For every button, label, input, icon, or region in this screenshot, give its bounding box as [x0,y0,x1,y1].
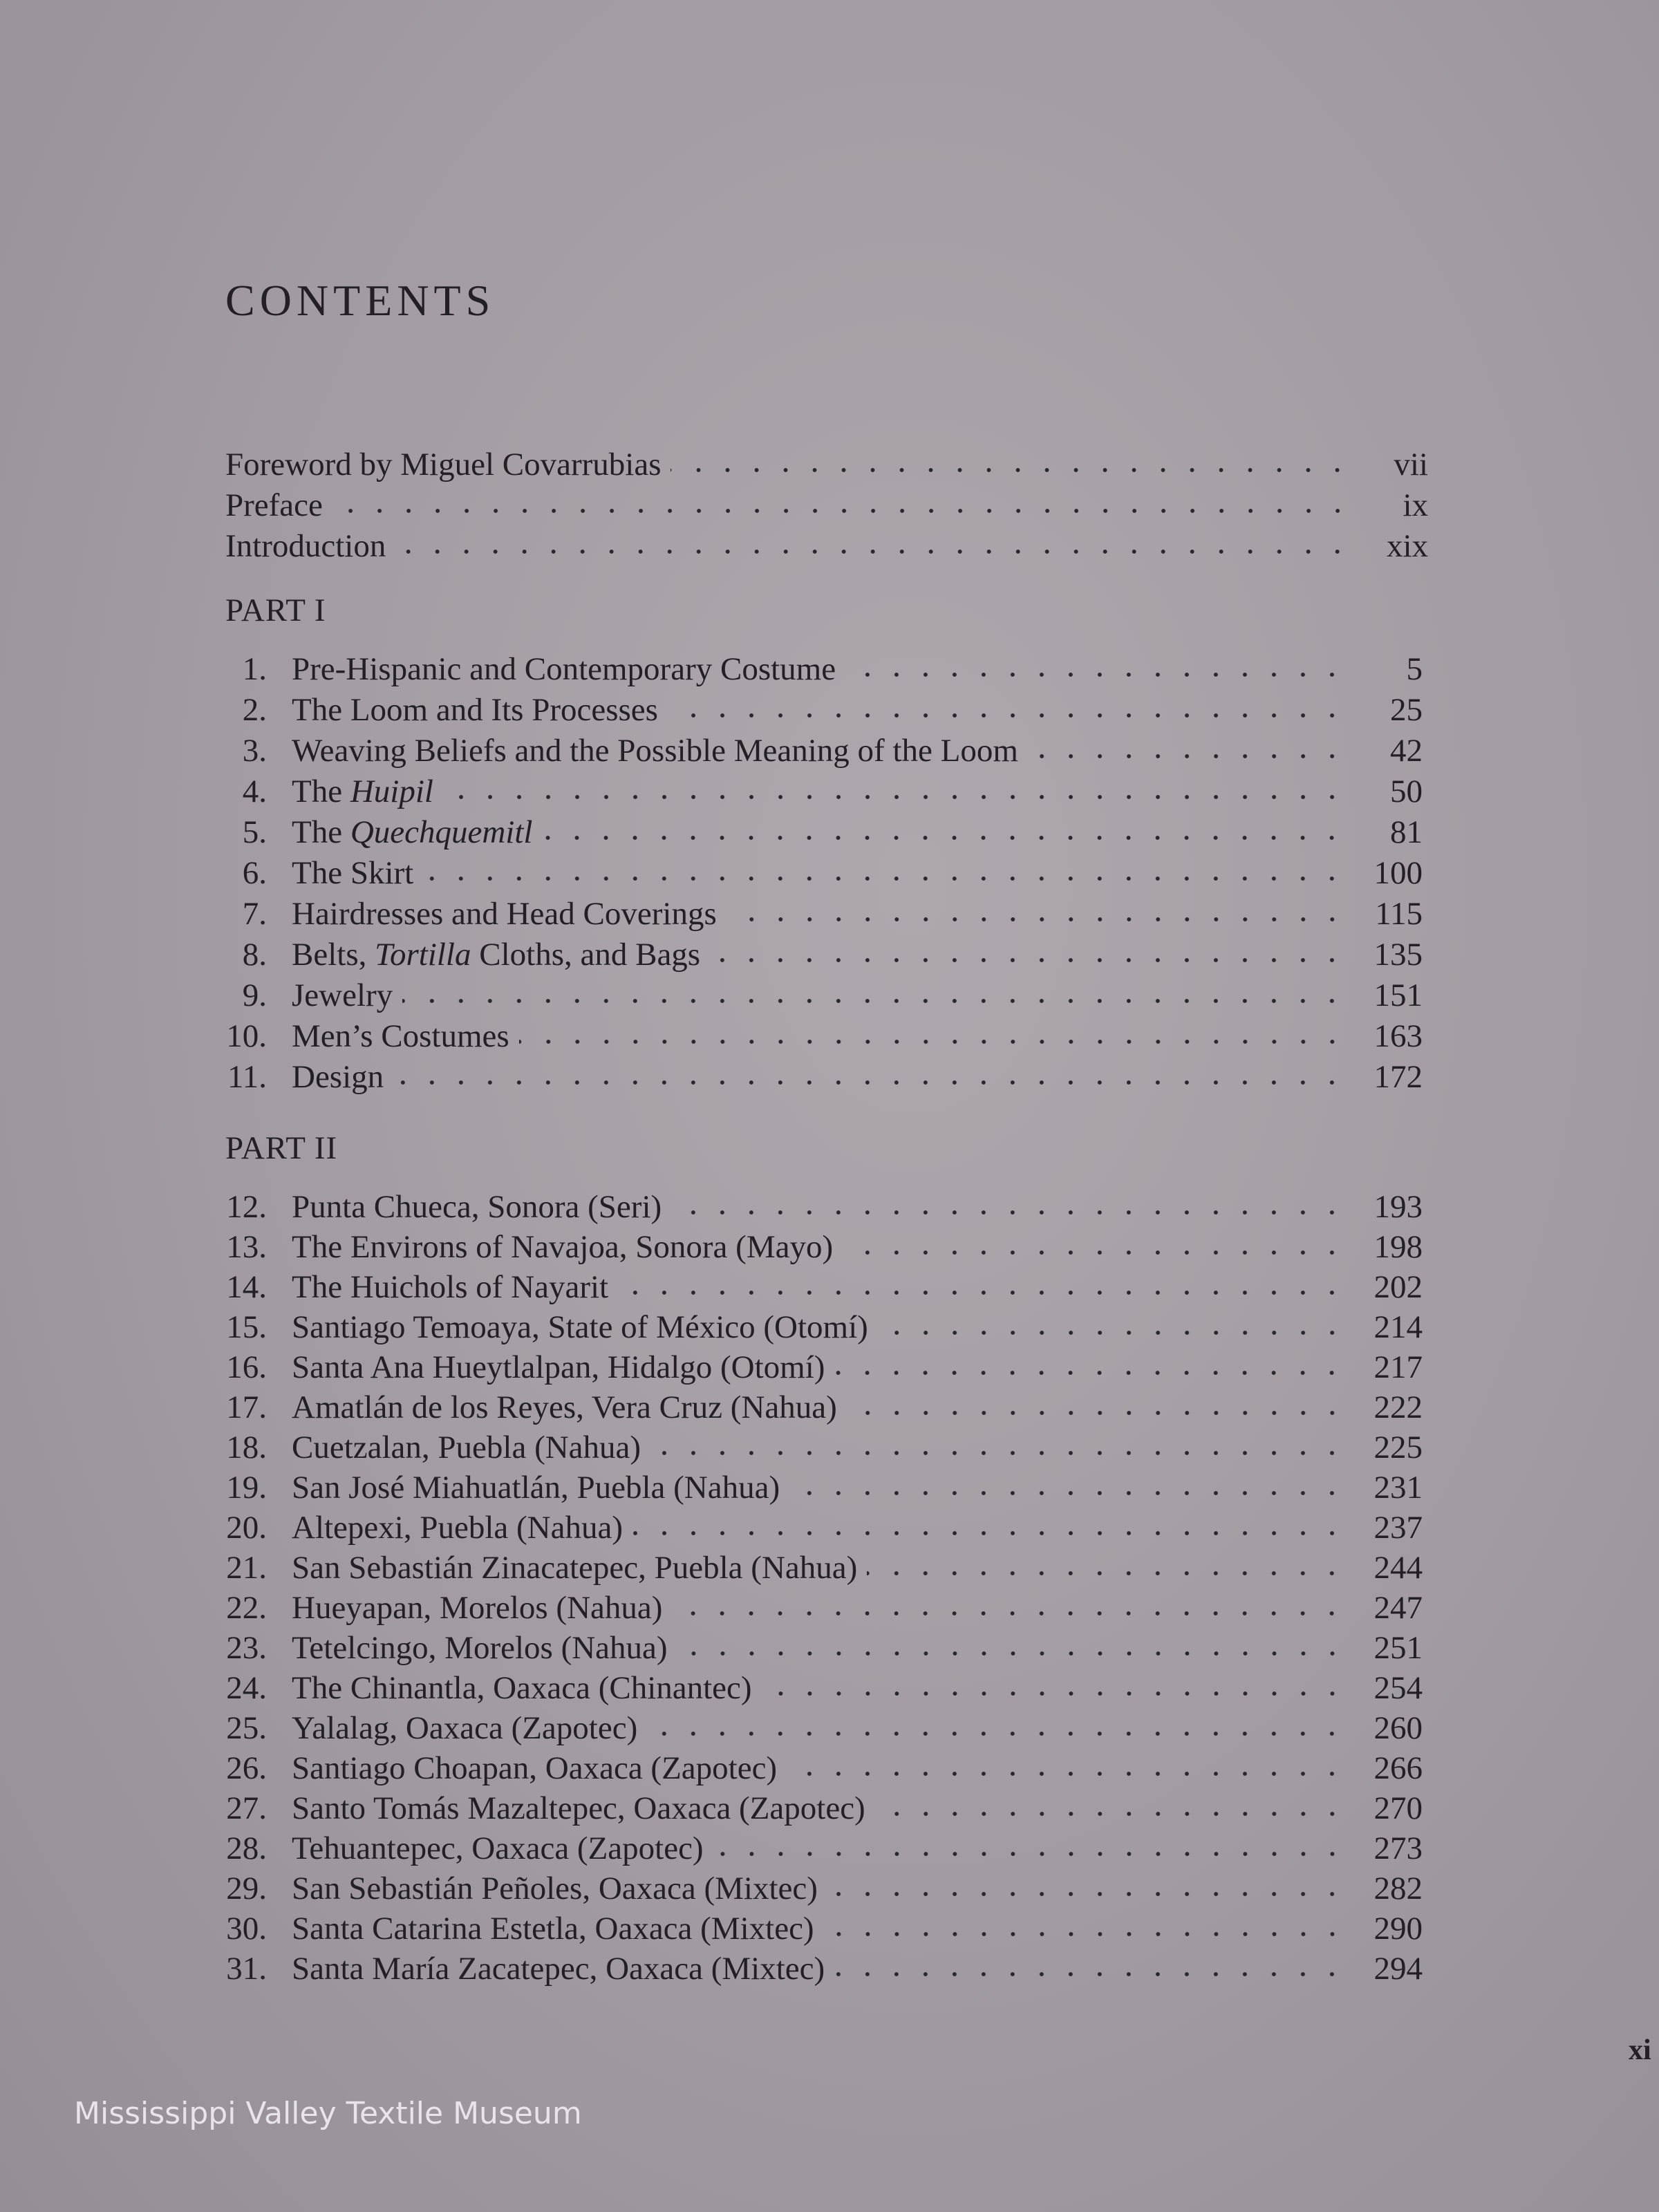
chapter-number: 20. [226,1510,267,1546]
chapter-number: 6. [242,855,267,891]
chapter-number: 26. [226,1750,267,1786]
dot-leader [827,1889,1347,1899]
chapter-title: Weaving Beliefs and the Possible Meaning of the Loom [292,733,1018,769]
dot-leader [845,670,1347,679]
page-number: 100 [1374,855,1423,891]
toc-chapter [220,1427,1423,1468]
page-number: 81 [1390,814,1423,850]
entry-title: Preface [225,487,323,523]
toc-chapter [220,1226,1423,1268]
chapter-number: 5. [242,814,267,850]
dot-leader [672,1609,1347,1618]
chapter-number: 7. [242,896,267,932]
toc-chapter [220,1948,1423,1989]
chapter-title: Jewelry [292,977,393,1013]
dot-leader [650,1448,1347,1458]
toc-entry-foreword [225,444,1428,485]
page-number: 294 [1374,1951,1423,1987]
toc-chapter [220,1788,1423,1829]
toc-chapter [220,1587,1423,1629]
toc-chapter [220,1828,1423,1869]
chapter-number: 10. [226,1018,267,1054]
chapter-title: The Chinantla, Oaxaca (Chinantec) [292,1670,752,1706]
dot-leader [423,874,1347,883]
chapter-number: 24. [226,1670,267,1706]
toc-chapter [220,1868,1423,1909]
toc-chapter [220,1627,1423,1669]
page-number: 251 [1374,1630,1423,1666]
page-number: vii [1394,447,1428,482]
chapter-number: 16. [226,1349,267,1385]
dot-leader [519,1037,1347,1047]
chapter-title: Hueyapan, Morelos (Nahua) [292,1590,663,1626]
dot-leader [875,1809,1347,1819]
page-number: 135 [1374,937,1423,973]
part-two-heading: PART II [225,1130,338,1166]
chapter-number: 19. [226,1470,267,1506]
chapter-title: The Skirt [292,855,414,891]
page-title: CONTENTS [225,276,496,325]
chapter-number: 17. [226,1389,267,1425]
toc-chapter [220,1467,1423,1508]
toc-chapter [220,1266,1423,1308]
toc-chapter [220,812,1423,853]
page-number: 5 [1406,651,1423,687]
page-number: ix [1403,487,1428,523]
chapter-number: 31. [226,1951,267,1987]
chapter-number: 25. [226,1710,267,1746]
chapter-title: San Sebastián Peñoles, Oaxaca (Mixtec) [292,1871,818,1906]
chapter-title: Punta Chueca, Sonora (Seri) [292,1189,662,1225]
dot-leader [332,506,1352,516]
page-number: 50 [1390,774,1423,809]
page-number: 25 [1390,692,1423,728]
dot-leader [402,996,1347,1006]
dot-leader [834,1368,1347,1378]
page-number: xix [1386,528,1428,564]
chapter-number: 2. [242,692,267,728]
chapter-title: Amatlán de los Reyes, Vera Cruz (Nahua) [292,1389,837,1425]
page-number: 270 [1374,1790,1423,1826]
toc-chapter [220,648,1423,690]
dot-leader [443,792,1347,802]
page-number: 172 [1374,1059,1423,1095]
chapter-title: San Sebastián Zinacatepec, Puebla (Nahua) [292,1550,858,1586]
page-number: 222 [1374,1389,1423,1425]
chapter-title: Men’s Costumes [292,1018,509,1054]
chapter-title: Santo Tomás Mazaltepec, Oaxaca (Zapotec) [292,1790,865,1826]
chapter-title: Santa María Zacatepec, Oaxaca (Mixtec) [292,1951,825,1987]
chapter-title: Santa Catarina Estetla, Oaxaca (Mixtec) [292,1911,814,1947]
page-number: 266 [1374,1750,1423,1786]
toc-chapter [220,1908,1423,1949]
toc-chapter [220,1507,1423,1548]
page-number: 273 [1374,1830,1423,1866]
dot-leader [787,1769,1347,1779]
entry-title: Introduction [225,528,386,564]
dot-leader [762,1689,1347,1698]
watermark-caption: Mississippi Valley Textile Museum [74,2096,582,2131]
chapter-title: Santiago Temoaya, State of México (Otomí) [292,1309,868,1345]
page-number: 290 [1374,1911,1423,1947]
chapter-number: 3. [242,733,267,769]
dot-leader [878,1328,1347,1338]
page-number: 217 [1374,1349,1423,1385]
toc-chapter [220,689,1423,731]
chapter-title: Altepexi, Puebla (Nahua) [292,1510,623,1546]
page-number: 214 [1374,1309,1423,1345]
toc-chapter [220,1186,1423,1228]
dot-leader [618,1288,1347,1297]
page-number: 198 [1374,1229,1423,1265]
dot-leader [671,1208,1347,1217]
chapter-number: 4. [242,774,267,809]
page-number: 247 [1374,1590,1423,1626]
page-number: 225 [1374,1430,1423,1465]
chapter-number: 11. [227,1059,267,1095]
toc-chapter [220,1547,1423,1588]
dot-leader [632,1528,1347,1538]
chapter-title: The Huipil [292,774,433,809]
page-number: 237 [1374,1510,1423,1546]
chapter-title: The Loom and Its Processes [292,692,658,728]
chapter-title: Design [292,1059,384,1095]
chapter-title: Hairdresses and Head Coverings [292,896,717,932]
page-number: 115 [1375,896,1423,932]
toc-chapter [220,852,1423,894]
chapter-number: 21. [226,1550,267,1586]
chapter-title: Santa Ana Hueytlalpan, Hidalgo (Otomí) [292,1349,825,1385]
chapter-number: 23. [226,1630,267,1666]
page-number: 260 [1374,1710,1423,1746]
chapter-title: Santiago Choapan, Oaxaca (Zapotec) [292,1750,778,1786]
chapter-number: 29. [226,1871,267,1906]
chapter-number: 14. [226,1269,267,1305]
chapter-number: 12. [226,1189,267,1225]
page-number: 151 [1374,977,1423,1013]
chapter-number: 13. [226,1229,267,1265]
chapter-title: The Quechquemitl [292,814,533,850]
chapter-number: 1. [242,651,267,687]
page-number: 193 [1374,1189,1423,1225]
chapter-title: The Environs of Navajoa, Sonora (Mayo) [292,1229,834,1265]
toc-chapter [220,893,1423,935]
toc-chapter [220,934,1423,975]
toc-chapter [220,1056,1423,1098]
chapter-title: The Huichols of Nayarit [292,1269,609,1305]
dot-leader [867,1568,1347,1578]
toc-chapter [220,1347,1423,1388]
chapter-number: 8. [242,937,267,973]
chapter-number: 30. [226,1911,267,1947]
dot-leader [710,955,1347,965]
toc-chapter [220,771,1423,812]
toc-chapter [220,975,1423,1016]
chapter-title: San José Miahuatlán, Puebla (Nahua) [292,1470,780,1506]
dot-leader [671,465,1352,475]
dot-leader [393,1078,1347,1087]
entry-title: Foreword by Miguel Covarrubias [225,447,662,482]
dot-leader [727,915,1347,924]
part-one-heading: PART I [225,592,326,628]
page-number: 42 [1390,733,1423,769]
chapter-title: Belts, Tortilla Cloths, and Bags [292,937,701,973]
page-number: 282 [1374,1871,1423,1906]
chapter-number: 9. [242,977,267,1013]
page-number: 231 [1374,1470,1423,1506]
dot-leader [677,1649,1347,1658]
chapter-number: 22. [226,1590,267,1626]
page-number: 163 [1374,1018,1423,1054]
chapter-number: 27. [226,1790,267,1826]
toc-chapter [220,1667,1423,1709]
toc-entry-preface [225,485,1428,526]
dot-leader [668,711,1347,720]
toc-chapter [220,1387,1423,1428]
chapter-title: Cuetzalan, Puebla (Nahua) [292,1430,641,1465]
dot-leader [542,833,1347,843]
dot-leader [824,1929,1347,1939]
dot-leader [1028,751,1347,761]
chapter-title: Pre-Hispanic and Contemporary Costume [292,651,836,687]
chapter-number: 28. [226,1830,267,1866]
dot-leader [789,1488,1347,1498]
page-number: 202 [1374,1269,1423,1305]
chapter-title: Tetelcingo, Morelos (Nahua) [292,1630,668,1666]
toc-chapter [220,730,1423,771]
page-number: 254 [1374,1670,1423,1706]
dot-leader [847,1408,1347,1418]
toc-chapter [220,1306,1423,1348]
page-number: 244 [1374,1550,1423,1586]
chapter-number: 15. [226,1309,267,1345]
dot-leader [843,1248,1347,1257]
chapter-number: 18. [226,1430,267,1465]
toc-chapter [220,1747,1423,1789]
dot-leader [713,1849,1347,1859]
toc-chapter [220,1707,1423,1749]
chapter-title: Yalalag, Oaxaca (Zapotec) [292,1710,638,1746]
dot-leader [834,1969,1347,1979]
page-folio: xi [1629,2034,1651,2066]
toc-chapter [220,1015,1423,1057]
dot-leader [647,1729,1347,1738]
chapter-title: Tehuantepec, Oaxaca (Zapotec) [292,1830,704,1866]
dot-leader [395,547,1352,556]
toc-entry-introduction [225,525,1428,567]
